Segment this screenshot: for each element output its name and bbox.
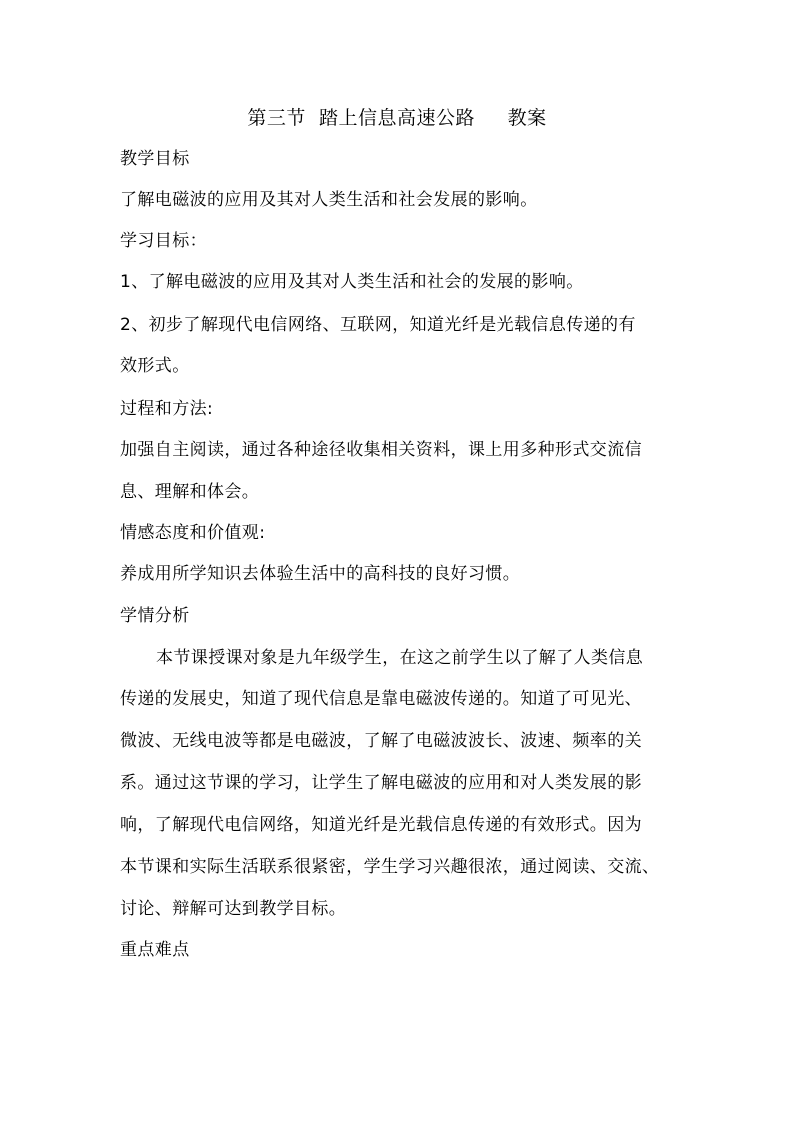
list-item-2: 2、初步了解现代电信网络、互联网，知道光纤是光载信息传递的有	[120, 315, 636, 335]
paragraph-line: 响，了解现代电信网络，知道光纤是光载信息传递的有效形式。因为	[120, 815, 642, 835]
paragraph-line: 系。通过这节课的学习，让学生了解电磁波的应用和对人类发展的影	[120, 773, 642, 793]
heading-learning-goals: 学习目标：	[120, 231, 207, 251]
paragraph-line: 传递的发展史，知道了现代信息是靠电磁波传递的。知道了可见光、	[120, 689, 642, 709]
list-item-2-continued: 效形式。	[120, 356, 190, 376]
list-item-1: 1、了解电磁波的应用及其对人类生活和社会的发展的影响。	[120, 272, 584, 292]
paragraph-line: 息、理解和体会。	[120, 482, 260, 502]
paragraph-line: 微波、无线电波等都是电磁波，了解了电磁波波长、波速、频率的关	[120, 731, 642, 751]
heading-process-methods: 过程和方法:	[120, 399, 214, 419]
heading-attitudes-values: 情感态度和价值观:	[120, 523, 266, 543]
document-title: 第三节 踏上信息高速公路 教案	[247, 107, 547, 129]
paragraph-line: 本节课和实际生活联系很紧密，学生学习兴趣很浓，通过阅读、交流、	[120, 857, 660, 877]
heading-key-points: 重点难点	[120, 940, 190, 960]
heading-student-analysis: 学情分析	[120, 606, 190, 626]
paragraph-line: 了解电磁波的应用及其对人类生活和社会发展的影响。	[120, 190, 538, 210]
heading-teaching-goals: 教学目标	[120, 149, 190, 169]
paragraph-line: 养成用所学知识去体验生活中的高科技的良好习惯。	[120, 564, 521, 584]
paragraph-line: 加强自主阅读，通过各种途径收集相关资料，课上用多种形式交流信	[120, 440, 642, 460]
paragraph-line: 讨论、辩解可达到教学目标。	[120, 899, 347, 919]
paragraph-line: 本节课授课对象是九年级学生，在这之前学生以了解了人类信息	[156, 648, 644, 668]
